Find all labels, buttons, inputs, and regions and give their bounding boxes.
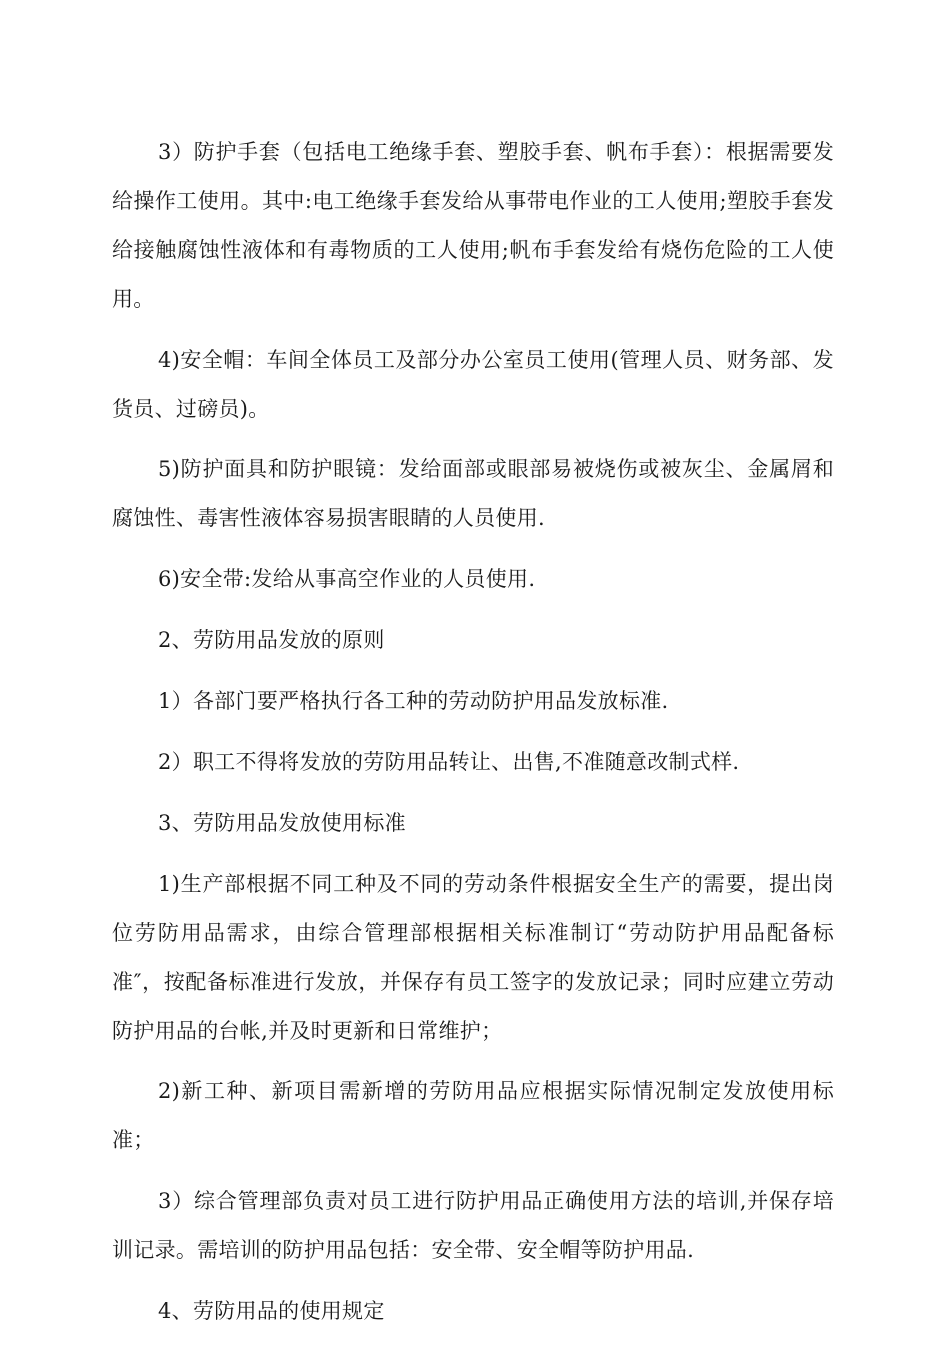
paragraph-safety-belt: 6)安全带:发给从事高空作业的人员使用. — [158, 567, 536, 592]
paragraph-standard-2: 2)新工种、新项目需新增的劳防用品应根据实际情况制定发放使用标准； — [112, 1079, 834, 1153]
section-heading-distribution-standards: 3、劳防用品发放使用标准 — [158, 810, 406, 835]
section-heading-usage-rules: 4、劳防用品的使用规定 — [158, 1299, 385, 1324]
document-body — [112, 128, 834, 1348]
paragraph-standard-3: 3）综合管理部负责对员工进行防护用品正确使用方法的培训,并保存培训记录。需培训的防护用品包括：安全带、安全帽等防护用品. — [112, 1189, 834, 1263]
paragraph-gloves: 3）防护手套（包括电工绝缘手套、塑胶手套、帆布手套）：根据需要发给操作工使用。其中:电工绝缘手套发给从事带电作业的工人使用;塑胶手套发给接触腐蚀性液体和有毒物质的工人使用;帆布手套发给有烧伤危险的工人使用。 — [112, 140, 834, 311]
paragraph-standard-1: 1)生产部根据不同工种及不同的劳动条件根据安全生产的需要，提出岗位劳防用品需求，由综合管理部根据相关标准制订“劳动防护用品配备标准″，按配备标准进行发放，并保存有员工签字的发放记录；同时应建立劳动防护用品的台帐,并及时更新和日常维护； — [112, 871, 834, 1043]
paragraph-principle-2: 2）职工不得将发放的劳防用品转让、出售,不准随意改制式样. — [158, 749, 740, 774]
paragraph-principle-1: 1）各部门要严格执行各工种的劳动防护用品发放标准. — [158, 689, 669, 714]
paragraph-safety-helmet: 4)安全帽：车间全体员工及部分办公室员工使用(管理人员、财务部、发货员、过磅员)。 — [112, 347, 834, 421]
section-heading-distribution-principles: 2、劳防用品发放的原则 — [158, 628, 385, 653]
paragraph-face-eye-protection: 5)防护面具和防护眼镜：发给面部或眼部易被烧伤或被灰尘、金属屑和腐蚀性、毒害性液体容易损害眼睛的人员使用. — [112, 457, 834, 531]
